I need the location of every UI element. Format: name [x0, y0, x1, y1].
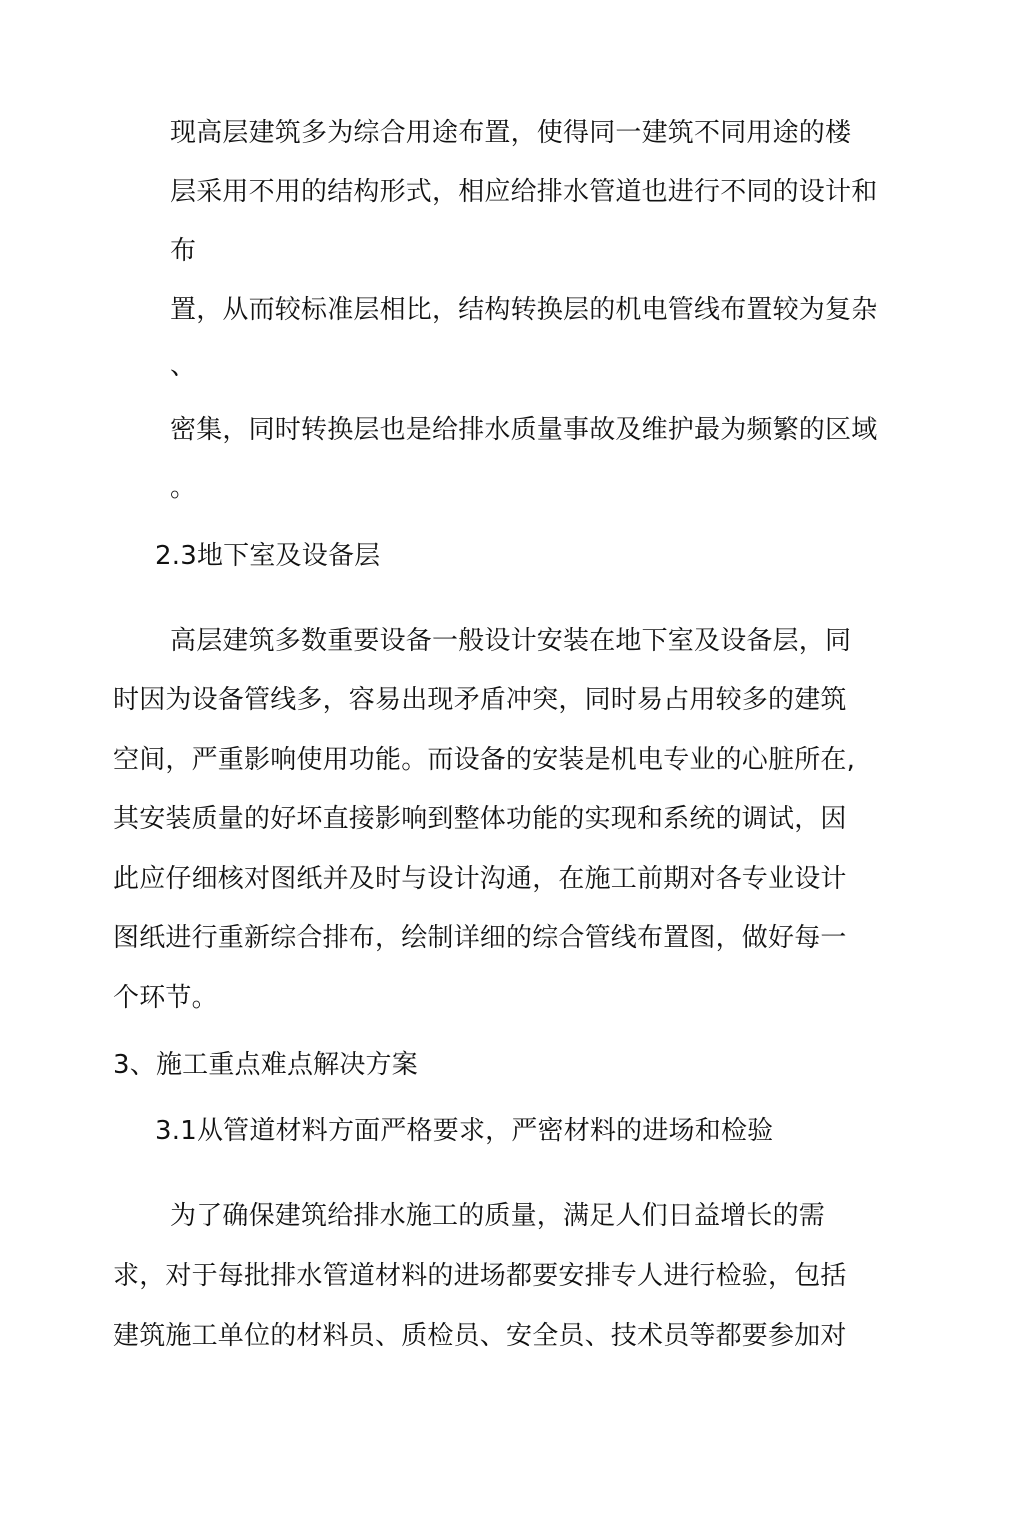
- text-line: 布: [170, 236, 197, 266]
- text-line: 建筑施工单位的材料员、质检员、安全员、技术员等都要参加对: [113, 1321, 847, 1351]
- text-line: 时因为设备管线多，容易出现矛盾冲突，同时易占用较多的建筑: [113, 685, 847, 715]
- text-line: 置，从而较标准层相比，结构转换层的机电管线布置较为复杂: [170, 295, 878, 325]
- subsection-heading: 3.1从管道材料方面严格要求，严密材料的进场和检验: [155, 1116, 774, 1146]
- text-line: 层采用不用的结构形式，相应给排水管道也进行不同的设计和: [170, 177, 878, 207]
- text-line: 图纸进行重新综合排布，绘制详细的综合管线布置图，做好每一: [113, 923, 847, 953]
- text-line: 。: [170, 473, 197, 503]
- text-line: 此应仔细核对图纸并及时与设计沟通，在施工前期对各专业设计: [113, 864, 847, 894]
- text-line: 密集，同时转换层也是给排水质量事故及维护最为频繁的区域: [170, 415, 878, 445]
- text-line: 空间，严重影响使用功能。而设备的安装是机电专业的心脏所在,: [113, 745, 856, 775]
- text-line: 为了确保建筑给排水施工的质量，满足人们日益增长的需: [170, 1201, 826, 1231]
- text-line: 高层建筑多数重要设备一般设计安装在地下室及设备层，同: [170, 626, 852, 656]
- section-heading: 2.3地下室及设备层: [155, 541, 381, 571]
- text-line: 个环节。: [113, 983, 218, 1013]
- section-heading: 3、施工重点难点解决方案: [113, 1050, 418, 1080]
- text-line: 求，对于每批排水管道材料的进场都要安排专人进行检验，包括: [113, 1261, 847, 1291]
- text-line: 其安装质量的好坏直接影响到整体功能的实现和系统的调试，因: [113, 804, 847, 834]
- text-line: 现高层建筑多为综合用途布置，使得同一建筑不同用途的楼: [170, 118, 852, 148]
- text-line: 、: [170, 351, 197, 381]
